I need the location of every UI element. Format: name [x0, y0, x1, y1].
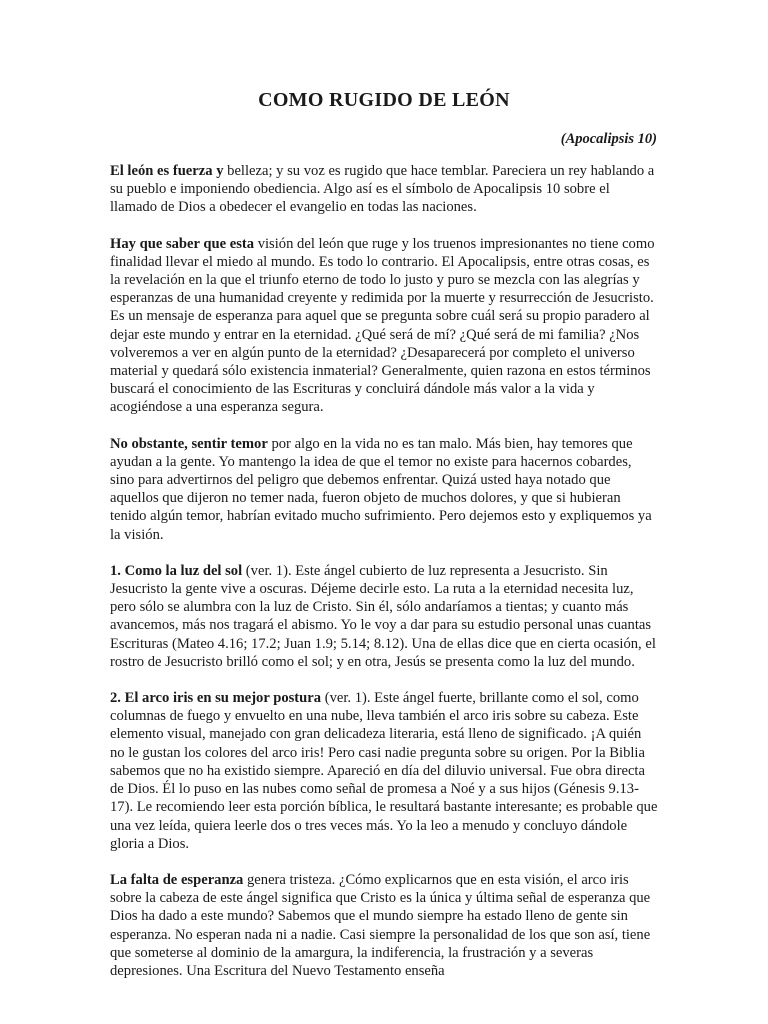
paragraph — [110, 689, 658, 853]
paragraph-text: por algo en la vida no es tan malo. Más bien, hay temores que ayudan a la gente. Yo mantengo la idea de que el temor no existe para hacernos cobardes, sino para advertirnos del peligro que debemos enfrentar. Quizá usted haya notado que aquellos que dijeron no temer nada, fueron objeto de muchos dolores, y que si hubieran tenido algún temor, habrían evitado mucho sufrimiento. Pero dejemos esto y expliquemos ya la visión. — [110, 435, 652, 543]
paragraph-text: belleza; y su voz es rugido que hace temblar. Pareciera un rey hablando a su pueblo e imponiendo obediencia. Algo así es el símbolo de Apocalipsis 10 sobre el llamado de Dios a obedecer el evangelio en todas las naciones. — [110, 163, 655, 216]
paragraph-text: visión del león que ruge y los truenos impresionantes no tiene como finalidad llevar el miedo al mundo. Es todo lo contrario. El Apocalipsis, entre otras cosas, es la revelación en la que el triunfo eterno de todo lo justo y puro se mezcla con las alegrías y esperanzas de una humanidad creyente y redimida por la muerte y resurrección de Jesucristo. Es un mensaje de esperanza para aquel que se pregunta sobre cuál será su propio paradero al dejar este mundo y entrar en la eternidad. ¿Qué será de mí? ¿Qué será de mi familia? ¿Nos volveremos a ver en algún punto de la eternidad? ¿Desaparecerá por completo el universo material y quedará sólo existencia inmaterial? Generalmente, quien razona en estos términos buscará el conocimiento de las Escrituras y concluirá dándole más valor a la vida y acogiéndose a una esperanza segura. — [110, 235, 655, 416]
paragraph — [110, 162, 658, 217]
paragraph — [110, 871, 658, 980]
paragraph-lead: El león es fuerza y — [110, 163, 224, 179]
page-title: COMO RUGIDO DE LEÓN — [258, 89, 510, 111]
paragraph — [110, 235, 658, 417]
paragraph-lead: 1. Como la luz del sol — [110, 562, 243, 579]
paragraph — [110, 562, 658, 671]
paragraph-text: (ver. 1). Este ángel cubierto de luz representa a Jesucristo. Sin Jesucristo la gente vive a oscuras. Déjeme decirle esto. La ruta a la eternidad necesita luz, pero sólo se alumbra con la luz de Cristo. Sin él, sólo andaríamos a tientas; y cuanto más avancemos, más nos tragará el abismo. Yo le voy a dar para su estudio personal unas cuantas Escrituras (Mateo 4.16; 17.2; Juan 1.9; 5.14; 8.12). Una de ellas dice que en cierta ocasión, el rostro de Jesucristo brilló como el sol; y en otra, Jesús se presenta como la luz del mundo. — [110, 562, 656, 670]
paragraph-lead: Hay que saber que esta — [110, 235, 255, 252]
document-body — [110, 162, 658, 998]
paragraph-lead: No obstante, sentir temor — [110, 435, 268, 452]
paragraph-lead: La falta de esperanza — [110, 871, 244, 888]
scripture-reference: (Apocalipsis 10) — [560, 131, 657, 147]
paragraph-lead: 2. El arco iris en su mejor postura — [110, 690, 322, 707]
paragraph-text: genera tristeza. ¿Cómo explicarnos que en esta visión, el arco iris sobre la cabeza de este ángel significa que Cristo es la única y última señal de esperanza que Dios ha dado a este mundo? Sabemos que el mundo siempre ha estado lleno de gente sin esperanza. No esperan nada ni a nadie. Casi siempre la personalidad de los que son así, tiene que someterse al dominio de la amargura, la indiferencia, la frustración y a severas depresiones. Una Escritura del Nuevo Testamento enseña — [110, 871, 651, 979]
paragraph — [110, 435, 658, 544]
paragraph-text: (ver. 1). Este ángel fuerte, brillante como el sol, como columnas de fuego y envuelto en una nube, lleva también el arco iris sobre su cabeza. Este elemento visual, manejado con gran delicadeza literaria, está lleno de significado. ¡A quién no le gustan los colores del arco iris! Pero casi nadie pregunta sobre su origen. Por la Biblia sabemos que no ha existido siempre. Apareció en día del diluvio universal. Fue obra directa de Dios. Él lo puso en las nubes como señal de promesa a Noé y a sus hijos (Génesis 9.13-17). Le recomiendo leer esta porción bíblica, le resultará bastante interesante; es probable que una vez leída, quiera leerle dos o tres veces más. Yo la leo a menudo y concluyo dándole gloria a Dios. — [110, 690, 658, 852]
